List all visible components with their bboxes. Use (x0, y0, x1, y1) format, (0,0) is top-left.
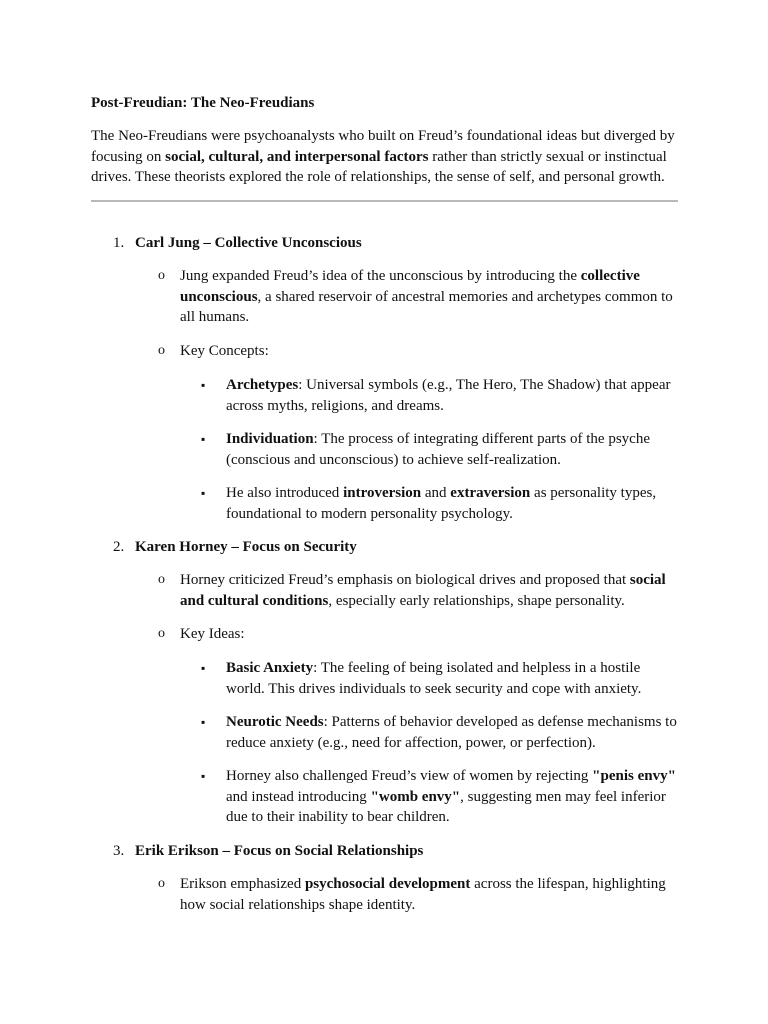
intro-text-1: The Neo-Freudians were psychoanalysts who built on Freud’s foundational ideas but diverged by focusing on (91, 128, 675, 165)
text-run: as personality types, foundational to modern personality psychology. (226, 485, 657, 522)
bold-run: Archetypes (226, 377, 299, 393)
text-run: Jung expanded Freud’s idea of the unconscious by introducing the (180, 268, 581, 284)
bold-run: "womb envy" (370, 788, 461, 805)
text-run: and (421, 485, 451, 501)
bold-run: collective unconscious (180, 268, 640, 305)
section-number: 1. (113, 235, 125, 251)
section-title: Erik Erikson – Focus on Social Relationships (135, 843, 424, 859)
intro-paragraph (91, 126, 679, 188)
section-number: 2. (113, 539, 125, 555)
document-title: Post-Freudian: The Neo-Freudians (91, 95, 315, 111)
square-bullet-icon: ▪ (201, 715, 206, 729)
bold-run: Individuation (226, 431, 314, 447)
square-bullet-icon: ▪ (201, 378, 206, 392)
square-bullet-icon: ▪ (201, 769, 206, 783)
square-bullet-icon: ▪ (201, 432, 206, 446)
bold-run: Neurotic Needs (226, 714, 324, 730)
section-title: Carl Jung – Collective Unconscious (135, 235, 362, 251)
list-item-text: Key Concepts: (180, 343, 269, 359)
text-run: , especially early relationships, shape personality. (328, 592, 625, 609)
section-title: Karen Horney – Focus on Security (135, 539, 357, 555)
list-item-text: Key Ideas: (180, 626, 245, 642)
sub-list-item-text (226, 483, 681, 524)
text-run: and instead introducing (226, 788, 371, 805)
text-run: , suggesting men may feel inferior due to their inability to bear children. (226, 788, 666, 825)
square-bullet-icon: ▪ (201, 486, 206, 500)
section-number: 3. (113, 843, 125, 859)
bold-run: introversion (343, 485, 422, 501)
circle-bullet-icon: o (158, 268, 165, 283)
sub-list-item-text (226, 375, 681, 416)
circle-bullet-icon: o (158, 572, 165, 587)
text-run: : The process of integrating different parts of the psyche (conscious and unconscious) to achieve self-realization. (226, 431, 650, 468)
text-run: across the lifespan, highlighting how social relationships shape identity. (180, 876, 666, 913)
text-run: : Patterns of behavior developed as defense mechanisms to reduce anxiety (e.g., need for affection, power, or perfection). (226, 714, 677, 751)
circle-bullet-icon: o (158, 343, 165, 358)
bold-run: Basic Anxiety (226, 660, 314, 676)
circle-bullet-icon: o (158, 626, 165, 641)
sub-list-item-text (226, 429, 681, 470)
text-run: Erikson emphasized (180, 876, 305, 892)
text-run: : The feeling of being isolated and helpless in a hostile world. This drives individuals to seek security and cope with anxiety. (226, 660, 642, 697)
list-item-text (180, 874, 680, 915)
bold-run: extraversion (450, 485, 531, 501)
bold-run: "penis envy" (592, 768, 676, 784)
bold-run: social and cultural conditions (180, 572, 666, 609)
text-run: Horney also challenged Freud’s view of women by rejecting (226, 768, 593, 784)
list-item-text (180, 266, 680, 328)
sub-list-item-text (226, 712, 681, 753)
sub-list-item-text (226, 766, 681, 828)
intro-text-2: rather than strictly sexual or instinctual drives. These theorists explored the role of relationships, the sense of self, and personal growth. (91, 148, 667, 185)
text-run: : Universal symbols (e.g., The Hero, The Shadow) that appear across myths, religions, and dreams. (226, 377, 671, 414)
horizontal-rule (91, 200, 678, 202)
text-run: Horney criticized Freud’s emphasis on biological drives and proposed that (180, 572, 630, 588)
bold-run: psychosocial development (304, 876, 471, 892)
list-item-text (180, 570, 680, 611)
text-run: , a shared reservoir of ancestral memories and archetypes common to all humans. (180, 288, 673, 325)
intro-bold-1: social, cultural, and interpersonal factors (165, 148, 429, 165)
circle-bullet-icon: o (158, 876, 165, 891)
square-bullet-icon: ▪ (201, 661, 206, 675)
sub-list-item-text (226, 658, 681, 699)
text-run: He also introduced (226, 485, 344, 501)
